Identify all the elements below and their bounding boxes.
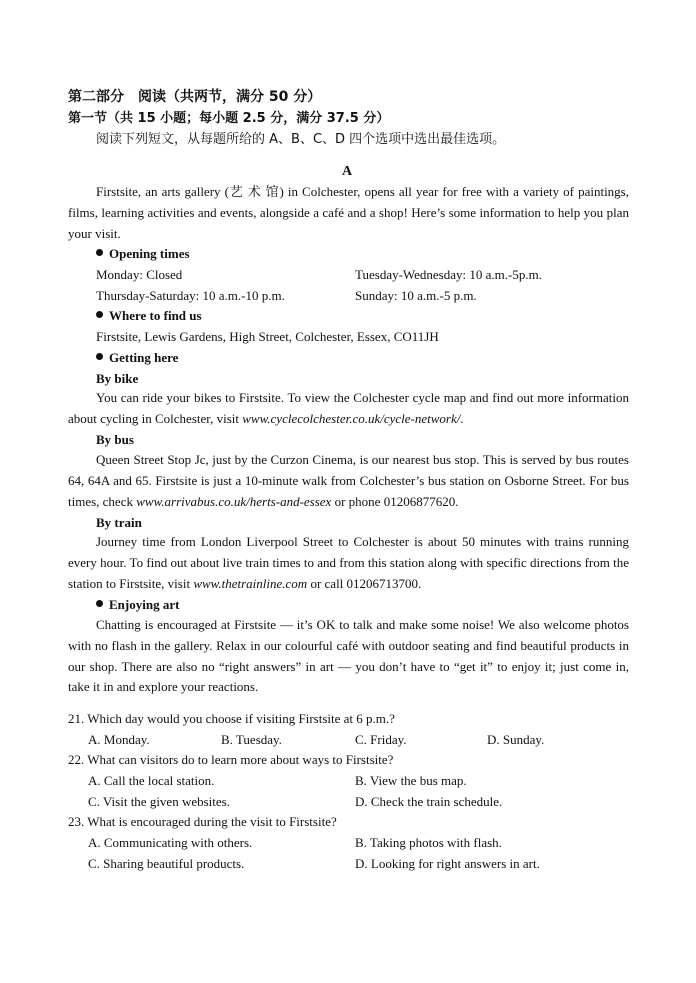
enjoying-art-paragraph: Chatting is encouraged at Firstsite — it’s OK to talk and make some noise! We also welcome photos with no flash in the gallery. Relax in our colourful café with outdoor seating and find beautiful products in our shop. There are also no “right answers” in art — you don’t have to “get it” to enjoy it; just come in, take it in and explore your reactions. <box>68 617 629 695</box>
intro-paragraph: Firstsite, an arts gallery (艺 术 馆) in Colchester, opens all year for free with a variety of paintings, films, learning activities and events, alongside a café and a shop! Here’s some information to help you plan your visit. <box>68 184 629 241</box>
bus-link[interactable]: www.arrivabus.co.uk/herts-and-essex <box>136 493 332 509</box>
by-bus-heading: By bus <box>96 432 134 447</box>
hours-sunday: Sunday: 10 a.m.-5 p.m. <box>355 288 477 303</box>
instruction: 阅读下列短文，从每题所给的 A、B、C、D 四个选项中选出最佳选项。 <box>96 132 506 147</box>
hours-tue-wed: Tuesday-Wednesday: 10 a.m.-5p.m. <box>355 267 542 282</box>
option-d[interactable]: D. Looking for right answers in art. <box>355 856 540 871</box>
part-title: 第二部分 阅读（共两节，满分 50 分） <box>68 89 322 105</box>
getting-here-heading: Getting here <box>96 349 178 367</box>
enjoying-art-heading: Enjoying art <box>96 596 179 614</box>
train-link[interactable]: www.thetrainline.com <box>193 575 308 591</box>
option-c[interactable]: C. Visit the given websites. <box>88 794 230 809</box>
by-train-paragraph: Journey time from London Liverpool Street to Colchester is about 50 minutes with trains running every hour. To find out about live train times to and from this station along with specific directions from the station to Firstsite, visit www.thetrainline.com or call 01206713700. <box>68 534 629 591</box>
question-stem: 21. Which day would you choose if visiting Firstsite at 6 p.m.? <box>68 711 395 726</box>
bullet-icon <box>96 600 103 607</box>
passage-letter: A <box>342 164 353 179</box>
option-a[interactable]: A. Call the local station. <box>88 773 215 788</box>
option-c[interactable]: C. Friday. <box>355 732 407 747</box>
where-heading: Where to find us <box>96 307 202 325</box>
hours-thu-sat: Thursday-Saturday: 10 a.m.-10 p.m. <box>96 288 285 303</box>
bullet-icon <box>96 249 103 256</box>
option-b[interactable]: B. Tuesday. <box>221 732 282 747</box>
by-train-heading: By train <box>96 515 142 530</box>
section-title: 第一节（共 15 小题；每小题 2.5 分，满分 37.5 分） <box>68 111 390 126</box>
question-stem: 22. What can visitors do to learn more about ways to Firstsite? <box>68 752 394 767</box>
bullet-icon <box>96 311 103 318</box>
option-b[interactable]: B. Taking photos with flash. <box>355 835 502 850</box>
bullet-icon <box>96 353 103 360</box>
question-stem: 23. What is encouraged during the visit to Firstsite? <box>68 814 337 829</box>
option-c[interactable]: C. Sharing beautiful products. <box>88 856 245 871</box>
option-b[interactable]: B. View the bus map. <box>355 773 467 788</box>
option-d[interactable]: D. Sunday. <box>487 732 545 747</box>
hours-monday: Monday: Closed <box>96 267 183 282</box>
by-bike-paragraph: You can ride your bikes to Firstsite. To view the Colchester cycle map and find out more information about cycling in Colchester, visit www.cyclecolchester.co.uk/cycle-network/. <box>68 390 629 426</box>
option-a[interactable]: A. Monday. <box>88 732 150 747</box>
address: Firstsite, Lewis Gardens, High Street, Colchester, Essex, CO11JH <box>96 329 439 344</box>
opening-times-heading: Opening times <box>96 245 190 263</box>
option-a[interactable]: A. Communicating with others. <box>88 835 253 850</box>
option-d[interactable]: D. Check the train schedule. <box>355 794 503 809</box>
by-bike-heading: By bike <box>96 371 139 386</box>
by-bus-paragraph: Queen Street Stop Jc, just by the Curzon Cinema, is our nearest bus stop. This is served by bus routes 64, 64A and 65. Firstsite is just a 10-minute walk from Colchester’s bus station on Osborne Street. For bus times, check www.arrivabus.co.uk/herts-and-essex or phone 01206877620. <box>68 452 629 509</box>
bike-link[interactable]: www.cyclecolchester.co.uk/cycle-network/ <box>242 410 461 426</box>
